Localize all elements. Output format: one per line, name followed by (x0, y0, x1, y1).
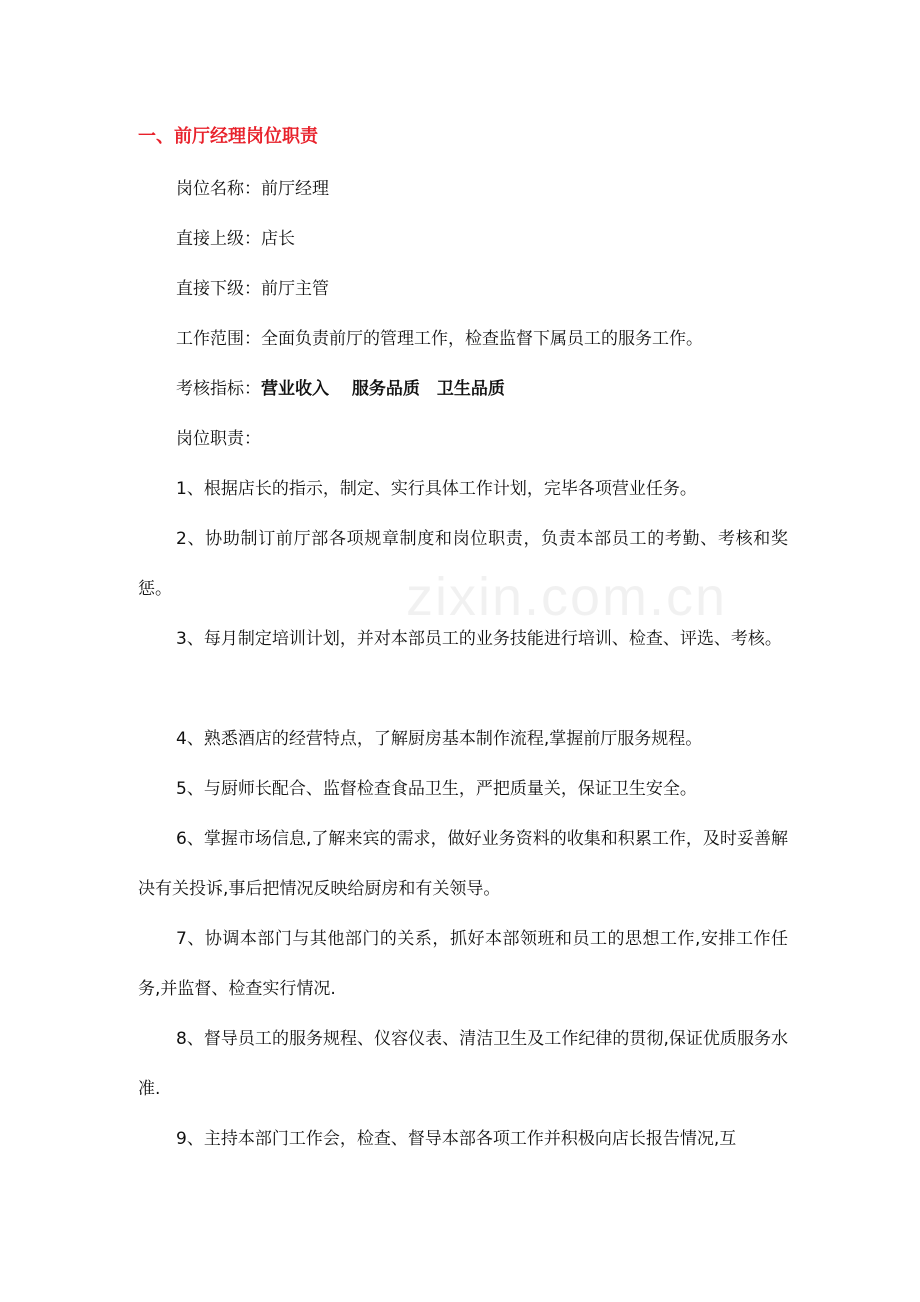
duty-item-4: 4、熟悉酒店的经营特点，了解厨房基本制作流程,掌握前厅服务规程。 (176, 729, 703, 749)
assessment-indicators (176, 376, 826, 402)
duty-item-3: 3、每月制定培训计划，并对本部员工的业务技能进行培训、检查、评选、考核。 (176, 629, 782, 649)
assessment-values: 营业收入 服务品质 卫生品质 (261, 379, 505, 399)
duty-item-6: 6、掌握市场信息,了解来宾的需求，做好业务资料的收集和积累工作，及时妥善解决有关投诉,事后把情况反映给厨房和有关领导。 (138, 829, 788, 899)
watermark: zixin.com.cn (406, 567, 728, 627)
section-heading: 一、前厅经理岗位职责 (138, 126, 318, 147)
duty-item-7: 7、协调本部门与其他部门的关系，抓好本部领班和员工的思想工作,安排工作任务,并监督、检查实行情况. (138, 929, 788, 999)
assessment-label: 考核指标： (176, 379, 261, 399)
position-name: 岗位名称：前厅经理 (176, 179, 329, 199)
duty-item-1: 1、根据店长的指示，制定、实行具体工作计划，完毕各项营业任务。 (176, 479, 697, 499)
work-scope: 工作范围：全面负责前厅的管理工作，检查监督下属员工的服务工作。 (176, 329, 703, 349)
direct-subordinate: 直接下级：前厅主管 (176, 279, 329, 299)
duty-item-8: 8、督导员工的服务规程、仪容仪表、清洁卫生及工作纪律的贯彻,保证优质服务水准. (138, 1029, 788, 1099)
duty-item-9: 9、主持本部门工作会，检查、督导本部各项工作并积极向店长报告情况,互 (176, 1129, 737, 1149)
duties-label: 岗位职责： (176, 429, 261, 449)
duty-item-5: 5、与厨师长配合、监督检查食品卫生，严把质量关，保证卫生安全。 (176, 779, 697, 799)
duty-item-2: 2、协助制订前厅部各项规章制度和岗位职责，负责本部员工的考勤、考核和奖惩。 (138, 529, 788, 599)
direct-superior: 直接上级：店长 (176, 229, 295, 249)
